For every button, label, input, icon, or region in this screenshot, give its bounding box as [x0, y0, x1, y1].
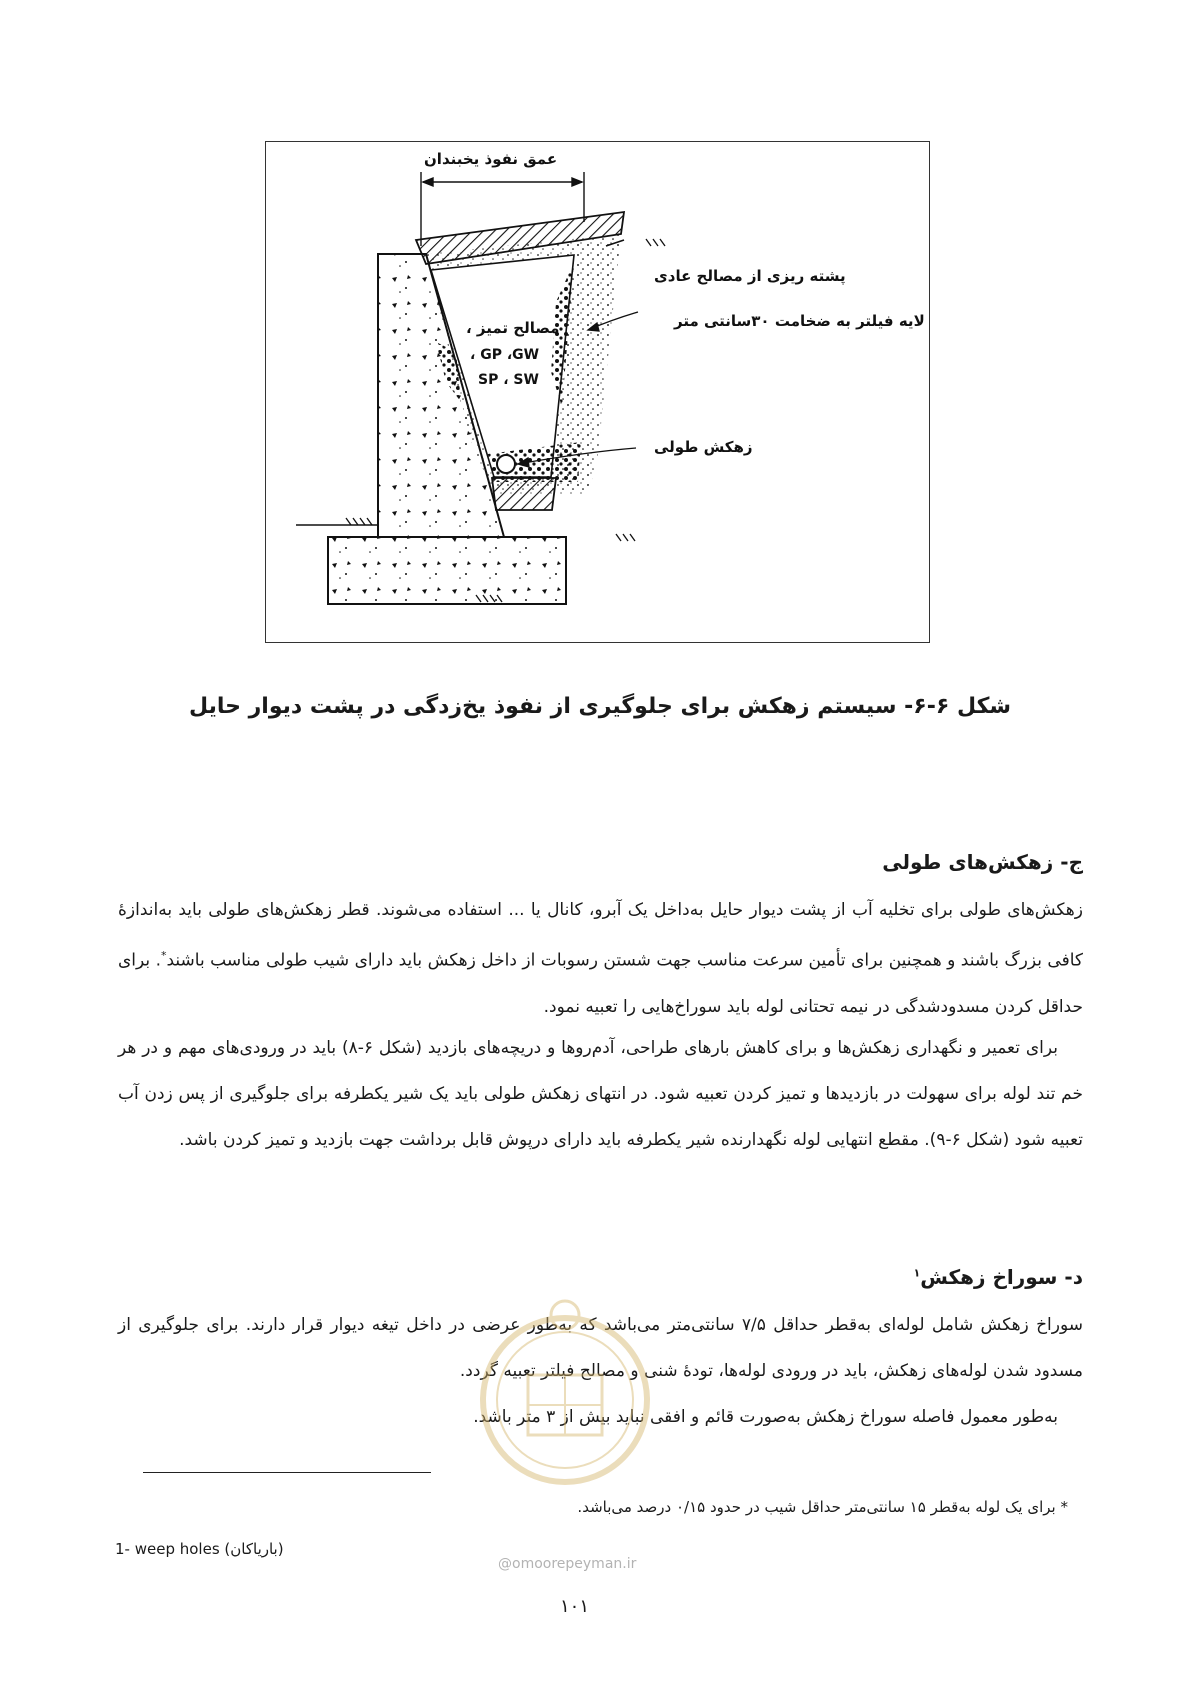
watermark-text: @omoorepeyman.ir	[498, 1556, 637, 1572]
footnote-one: 1- weep holes (باریاکان)	[115, 1540, 284, 1558]
footnote-separator	[143, 1472, 431, 1473]
label-ordinary-backfill: پشته ریزی از مصالح عادی	[654, 267, 846, 285]
label-clean-material-types-2: SP ، SW	[478, 372, 539, 388]
footnote-one-marker: ۱	[913, 1266, 921, 1280]
section-c-paragraph-1	[118, 887, 1083, 1030]
section-c-paragraph-2: برای تعمیر و نگهداری زهکش‌ها و برای کاهش بارهای طراحی، آدم‌روها و دریچه‌های بازدید (شکل ۶-۸) باید در ورودی‌های مهم و در هر خم تند لوله برای سهولت در بازدیدها و تمیز کردن تعبیه شود. در انتهای زهکش طولی باید یک شیر یکطرفه برای جلوگیری از پس زدن آب تعبیه شود (شکل ۶-۹). مقطع انتهایی لوله نگهدارنده شیر یکطرفه باید دارای درپوش قابل برداشت جهت بازدید و تمیز کردن باشد.	[118, 1038, 1083, 1150]
label-clean-material: مصالح تمیز ،	[466, 319, 560, 337]
label-longitudinal-drain: زهکش طولی	[654, 438, 753, 456]
bottom-seal-block	[492, 478, 556, 510]
section-c-heading: ج- زهکش‌های طولی	[882, 850, 1083, 874]
section-c-paragraph-1-tail: . برای حداقل کردن مسدودشدگی در نیمه تحتانی لوله باید سوراخ‌هایی را تعبیه نمود.	[118, 950, 1083, 1017]
watermark-seal-icon	[470, 1280, 660, 1510]
footnote-star: * برای یک لوله به‌قطر ۱۵ سانتی‌متر حداقل شیب در حدود ۰/۱۵ درصد می‌باشد.	[577, 1498, 1068, 1516]
section-c-paragraph-1-text: زهکش‌های طولی برای تخلیه آب از پشت دیوار حایل به‌داخل یک آبرو، کانال یا ... استفاده می‌شوند. قطر زهکش‌های طولی باید به‌اندازهٔ کافی بزرگ باشند و همچنین برای تأمین سرعت مناسب جهت شستن رسوبات از داخل زهکش باید دارای شیب طولی مناسب باشند	[118, 900, 1083, 971]
footnote-star-marker: *	[161, 949, 167, 962]
label-clean-material-types-1: GP ،GW ،	[470, 347, 540, 363]
label-filter-layer: لایه فیلتر به ضخامت ۳۰سانتی متر	[674, 312, 925, 330]
figure-frame	[265, 141, 930, 643]
figure-caption: شکل ۶-۶- سیستم زهکش برای جلوگیری از نفوذ یخ‌زدگی در پشت دیوار حایل	[188, 694, 1012, 719]
wall-footing	[328, 537, 566, 604]
label-frost-depth: عمق نفوذ یخبندان	[424, 150, 558, 168]
section-d-paragraph-1: سوراخ زهکش شامل لوله‌ای به‌قطر حداقل ۷/۵ سانتی‌متر می‌باشد که به‌طور عرضی در داخل تیغه دیوار قرار دارند. برای جلوگیری از مسدود شدن لوله‌های زهکش، باید در ورودی لوله‌ها، تودهٔ شنی و مصالح فیلتر تعبیه گردد.	[118, 1315, 1084, 1381]
section-d-heading	[914, 1265, 1083, 1289]
drain-pipe	[497, 455, 515, 473]
retaining-wall-drainage-diagram	[266, 142, 929, 642]
retaining-wall	[378, 232, 416, 254]
page-number: ۱۰۱	[560, 1596, 590, 1617]
section-d-heading-text: د- سوراخ زهکش	[920, 1265, 1083, 1289]
section-d-paragraph-2: به‌طور معمول فاصله سوراخ زهکش به‌صورت قائم و افقی نباید بیش از ۳ متر باشد.	[473, 1407, 1058, 1427]
